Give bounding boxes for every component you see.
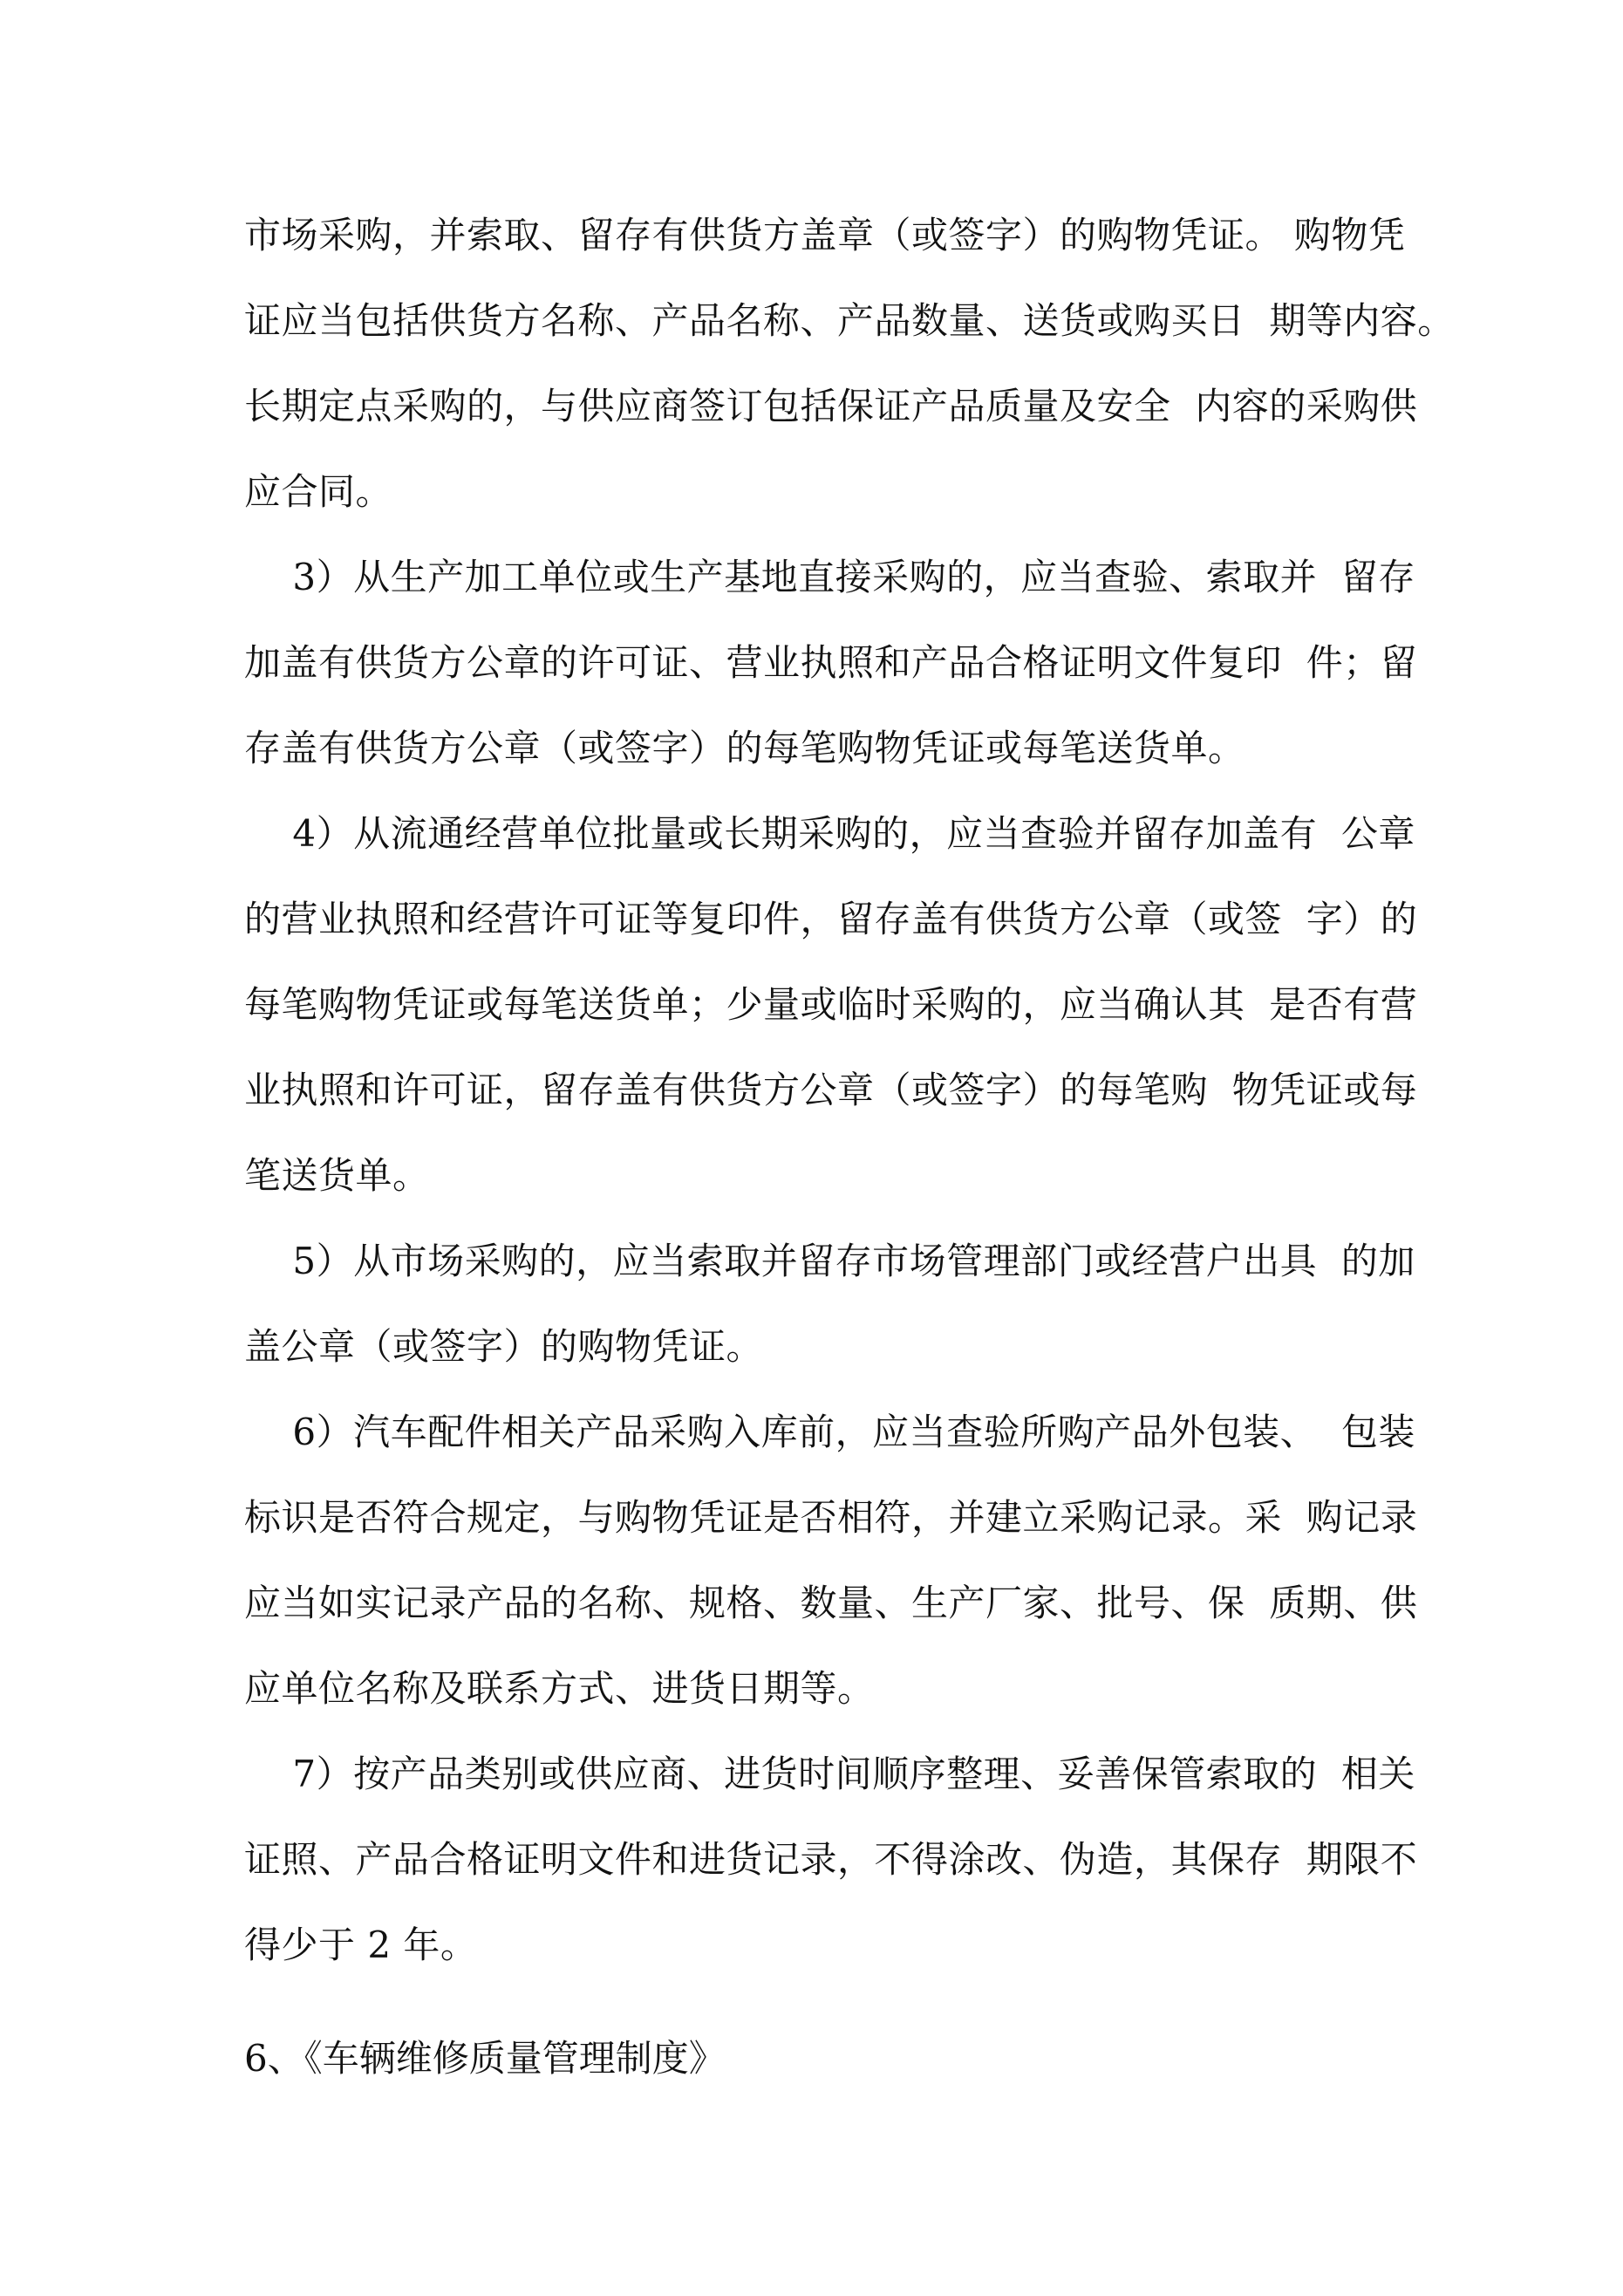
text-line: 的营业执照和经营许可证等复印件，留存盖有供货方公章（或签 字）的 [244, 898, 1418, 940]
text-line: 存盖有供货方公章（或签字）的每笔购物凭证或每笔送货单。 [244, 727, 1245, 769]
text-line: 应合同。 [244, 470, 393, 513]
text-line: 长期定点采购的，与供应商签订包括保证产品质量及安全 内容的采购供 [244, 385, 1418, 427]
text-line: 加盖有供货方公章的许可证、营业执照和产品合格证明文件复印 件；留 [244, 641, 1418, 684]
section-heading: 6、《车辆维修质量管理制度》 [244, 2037, 726, 2080]
text-line: 3）从生产加工单位或生产基地直接采购的，应当查验、索取并 留存 [244, 556, 1415, 598]
text-line: 4）从流通经营单位批量或长期采购的，应当查验并留存加盖有 公章 [244, 812, 1415, 855]
text-line: 证照、产品合格证明文件和进货记录，不得涂改、伪造，其保存 期限不 [244, 1838, 1418, 1881]
text-line: 市场采购，并索取、留存有供货方盖章（或签字）的购物凭证。 购物凭 [244, 214, 1406, 256]
text-line: 6）汽车配件相关产品采购入库前，应当查验所购产品外包装、 包装 [244, 1411, 1415, 1453]
text-line: 每笔购物凭证或每笔送货单；少量或临时采购的，应当确认其 是否有营 [244, 983, 1418, 1026]
text-line: 证应当包括供货方名称、产品名称、产品数量、送货或购买日 期等内容。 [244, 299, 1455, 342]
text-line: 标识是否符合规定，与购物凭证是否相符，并建立采购记录。采 购记录 [244, 1496, 1418, 1539]
text-line: 笔送货单。 [244, 1154, 430, 1197]
text-line: 盖公章（或签字）的购物凭证。 [244, 1325, 764, 1368]
text-line: 7）按产品类别或供应商、进货时间顺序整理、妥善保管索取的 相关 [244, 1753, 1415, 1795]
text-line: 应当如实记录产品的名称、规格、数量、生产厂家、批号、保 质期、供 [244, 1582, 1418, 1624]
text-line: 得少于 2 年。 [244, 1924, 478, 1966]
text-line: 业执照和许可证，留存盖有供货方公章（或签字）的每笔购 物凭证或每 [244, 1069, 1418, 1111]
text-line: 5）从市场采购的，应当索取并留存市场管理部门或经营户出具 的加 [244, 1240, 1415, 1282]
text-line: 应单位名称及联系方式、进货日期等。 [244, 1667, 875, 1710]
